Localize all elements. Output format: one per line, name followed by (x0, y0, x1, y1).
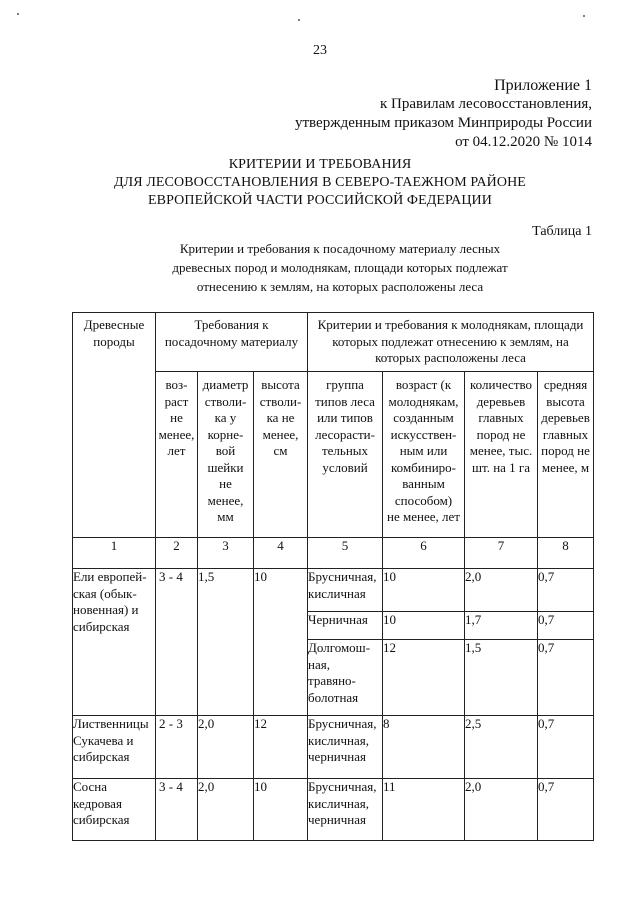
annex-line: от 04.12.2020 № 1014 (455, 134, 592, 150)
height-cell: 12 (254, 716, 308, 779)
forest-type-cell: Долгомош- ная, травяно- болотная (308, 640, 383, 716)
header-tree-count: количество деревьев главных пород не менее, тыс. шт. на 1 га (465, 372, 538, 538)
criteria-table (72, 312, 594, 841)
table-caption: Критерии и требования к посадочному материалу лесных (179, 241, 501, 256)
scan-speck (17, 13, 19, 15)
min-age-cell: 12 (383, 640, 465, 716)
header-forest-type: группа типов леса или типов лесорасти- тельных условий (308, 372, 383, 538)
header-row (73, 313, 594, 372)
column-number: 5 (308, 538, 383, 569)
tree-count-cell: 2,0 (465, 569, 538, 612)
tree-count-cell: 2,0 (465, 779, 538, 841)
species-cell: Сосна кедровая сибирская (73, 779, 156, 841)
table-row (73, 569, 594, 612)
avg-height-cell: 0,7 (538, 716, 594, 779)
tree-count-cell: 1,5 (465, 640, 538, 716)
min-age-cell: 10 (383, 612, 465, 640)
header-diameter: диаметр стволи- ка у корне- вой шейки не менее, мм (198, 372, 254, 538)
avg-height-cell: 0,7 (538, 779, 594, 841)
age-cell: 3 - 4 (156, 569, 198, 716)
height-cell: 10 (254, 569, 308, 716)
header-young-stands: Критерии и требования к молоднякам, площади которых подлежат отнесению к землям, на которых расположены леса (308, 313, 594, 372)
column-number: 6 (383, 538, 465, 569)
avg-height-cell: 0,7 (538, 569, 594, 612)
column-number-row (73, 538, 594, 569)
min-age-cell: 8 (383, 716, 465, 779)
species-cell: Ели европей- ская (обык- новенная) и сибирская (73, 569, 156, 716)
forest-type-cell: Брусничная, кисличная (308, 569, 383, 612)
column-number: 8 (538, 538, 594, 569)
document-title: ДЛЯ ЛЕСОВОССТАНОВЛЕНИЯ В СЕВЕРО-ТАЕЖНОМ РАЙОНЕ (114, 175, 526, 190)
min-age-cell: 11 (383, 779, 465, 841)
avg-height-cell: 0,7 (538, 640, 594, 716)
table-row (73, 779, 594, 841)
annex-line: утвержденным приказом Минприроды России (295, 115, 592, 131)
column-number: 3 (198, 538, 254, 569)
avg-height-cell: 0,7 (538, 612, 594, 640)
header-avg-height: средняя высота деревьев главных пород не менее, м (538, 372, 594, 538)
header-min-age: возраст (к молоднякам, созданным искусствен- ным или комбиниро- ванным способом) не менее, лет (383, 372, 465, 538)
scan-speck (583, 15, 585, 17)
forest-type-cell: Брусничная, кисличная, черничная (308, 779, 383, 841)
page-number: 23 (313, 43, 327, 58)
forest-type-cell: Черничная (308, 612, 383, 640)
age-cell: 2 - 3 (156, 716, 198, 779)
min-age-cell: 10 (383, 569, 465, 612)
height-cell: 10 (254, 779, 308, 841)
header-age: воз- раст не менее, лет (156, 372, 198, 538)
annex-heading: Приложение 1 (494, 77, 592, 94)
table-caption: древесных пород и молоднякам, площади которых подлежат (172, 260, 508, 275)
diameter-cell: 2,0 (198, 779, 254, 841)
annex-line: к Правилам лесовосстановления, (379, 96, 592, 112)
header-species: Древесные породы (73, 313, 156, 538)
header-planting-material: Требования к посадочному материалу (156, 313, 308, 372)
forest-type-cell: Брусничная, кисличная, черничная (308, 716, 383, 779)
header-height: высота стволи- ка не менее, см (254, 372, 308, 538)
column-number: 1 (73, 538, 156, 569)
table-caption: отнесению к землям, на которых расположены леса (196, 279, 484, 294)
document-title: ЕВРОПЕЙСКОЙ ЧАСТИ РОССИЙСКОЙ ФЕДЕРАЦИИ (148, 193, 492, 208)
diameter-cell: 1,5 (198, 569, 254, 716)
age-cell: 3 - 4 (156, 779, 198, 841)
column-number: 4 (254, 538, 308, 569)
table-label: Таблица 1 (532, 224, 592, 239)
table-row (73, 716, 594, 779)
column-number: 2 (156, 538, 198, 569)
species-cell: Лиственницы Сукачева и сибирская (73, 716, 156, 779)
scan-speck (298, 19, 300, 21)
tree-count-cell: 1,7 (465, 612, 538, 640)
document-title: КРИТЕРИИ И ТРЕБОВАНИЯ (228, 157, 412, 172)
tree-count-cell: 2,5 (465, 716, 538, 779)
column-number: 7 (465, 538, 538, 569)
diameter-cell: 2,0 (198, 716, 254, 779)
